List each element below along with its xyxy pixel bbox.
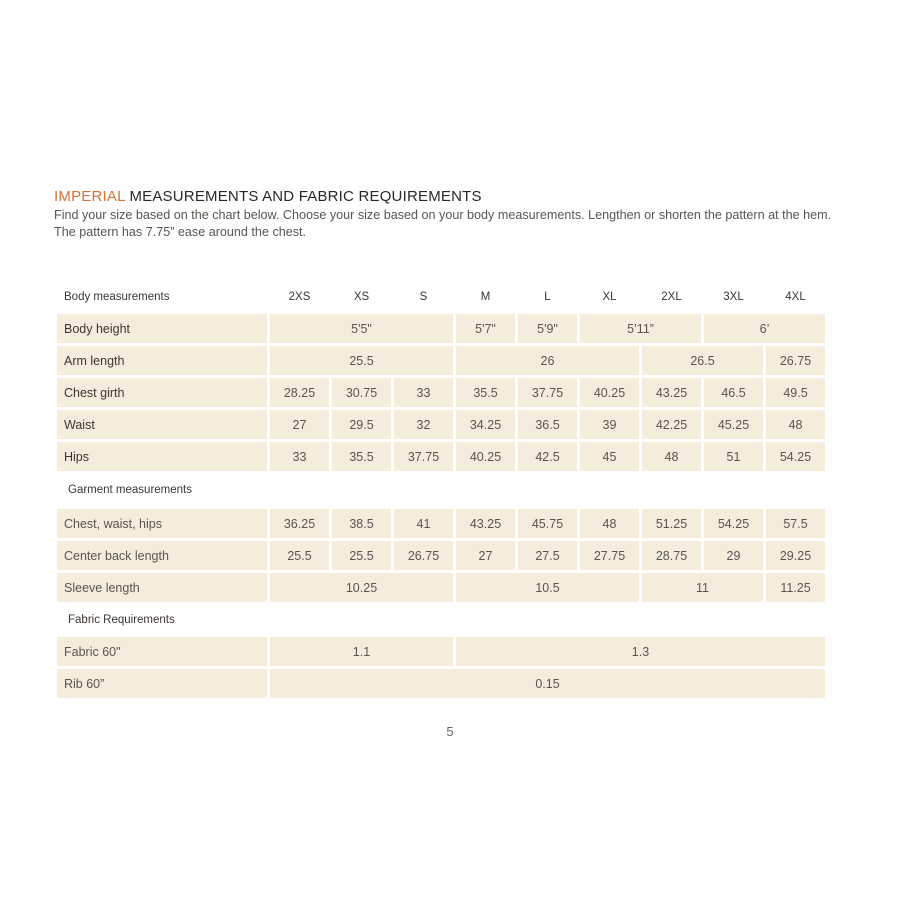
- size-header-row: [57, 282, 825, 311]
- section-heading: [54, 188, 482, 205]
- row-label: Fabric 60": [57, 637, 267, 666]
- table-cell: 57.5: [766, 509, 825, 538]
- table-cell: 28.75: [642, 541, 701, 570]
- row-label: Center back length: [57, 541, 267, 570]
- table-cell: 36.25: [270, 509, 329, 538]
- table-cell: 42.25: [642, 410, 701, 439]
- table-cell: 29: [704, 541, 763, 570]
- chest-waist-hips-row: [57, 509, 825, 538]
- chest-girth-row: [57, 378, 825, 407]
- row-label: Body height: [57, 314, 267, 343]
- row-label: Sleeve length: [57, 573, 267, 602]
- table-cell: 26.75: [766, 346, 825, 375]
- size-header-2xl: 2XL: [661, 290, 682, 303]
- table-cell: 51.25: [642, 509, 701, 538]
- table-cell: 40.25: [580, 378, 639, 407]
- table-cell: 37.75: [518, 378, 577, 407]
- table-cell: 39: [580, 410, 639, 439]
- size-header-l: L: [544, 290, 551, 303]
- table-cell: 49.5: [766, 378, 825, 407]
- table-cell: 27.5: [518, 541, 577, 570]
- table-cell: 6’: [704, 314, 825, 343]
- table-cell: 45.25: [704, 410, 763, 439]
- heading-accent-word: IMPERIAL: [54, 188, 126, 205]
- size-header-s: S: [419, 290, 428, 303]
- table-cell: 0.15: [270, 669, 825, 698]
- table-cell: 11.25: [766, 573, 825, 602]
- size-header-m: M: [480, 290, 491, 303]
- table-cell: 33: [270, 442, 329, 471]
- table-cell: 27.75: [580, 541, 639, 570]
- size-header-2xs: 2XS: [288, 290, 311, 303]
- center-back-length-row: [57, 541, 825, 570]
- table-cell: 38.5: [332, 509, 391, 538]
- table-cell: 29.5: [332, 410, 391, 439]
- page-number: 5: [446, 724, 454, 739]
- table-cell: 40.25: [456, 442, 515, 471]
- table-cell: 37.75: [394, 442, 453, 471]
- row-label: Waist: [57, 410, 267, 439]
- table-cell: 51: [704, 442, 763, 471]
- table-cell: 26.5: [642, 346, 763, 375]
- table-cell: 36.5: [518, 410, 577, 439]
- table-cell: 48: [642, 442, 701, 471]
- table-cell: 46.5: [704, 378, 763, 407]
- table-cell: 30.75: [332, 378, 391, 407]
- table-cell: 1.3: [456, 637, 825, 666]
- table-cell: 35.5: [332, 442, 391, 471]
- table-cell: 11: [642, 573, 763, 602]
- size-header-xs: XS: [353, 290, 370, 303]
- table-cell: 29.25: [766, 541, 825, 570]
- fabric-requirements-heading: Fabric Requirements: [68, 613, 175, 626]
- table-cell: 28.25: [270, 378, 329, 407]
- intro-paragraph: Find your size based on the chart below. Choose your size based on your body measurements. Lengthen or shorten the pattern at the hem. The pattern has 7.75” ease around the chest.: [54, 208, 832, 239]
- size-header-4xl: 4XL: [785, 290, 806, 303]
- table-cell: 5’11”: [580, 314, 701, 343]
- row-label: Hips: [57, 442, 267, 471]
- arm-length-row: [57, 346, 825, 375]
- body-measurements-header: Body measurements: [64, 290, 170, 303]
- table-cell: 45.75: [518, 509, 577, 538]
- table-cell: 25.5: [332, 541, 391, 570]
- table-cell: 42.5: [518, 442, 577, 471]
- table-cell: 26.75: [394, 541, 453, 570]
- table-cell: 35.5: [456, 378, 515, 407]
- waist-row: [57, 410, 825, 439]
- table-cell: 43.25: [642, 378, 701, 407]
- table-cell: 26: [456, 346, 639, 375]
- size-header-3xl: 3XL: [723, 290, 744, 303]
- table-cell: 54.25: [704, 509, 763, 538]
- row-label: Arm length: [57, 346, 267, 375]
- table-cell: 27: [270, 410, 329, 439]
- table-cell: 5'9": [518, 314, 577, 343]
- table-cell: 54.25: [766, 442, 825, 471]
- fabric-section-row: [57, 605, 825, 634]
- table-cell: 45: [580, 442, 639, 471]
- table-cell: 41: [394, 509, 453, 538]
- table-cell: 5'5": [270, 314, 453, 343]
- table-cell: 43.25: [456, 509, 515, 538]
- table-cell: 1.1: [270, 637, 453, 666]
- table-cell: 48: [580, 509, 639, 538]
- size-header-xl: XL: [602, 290, 617, 303]
- rib-60-row: [57, 669, 825, 698]
- table-cell: 33: [394, 378, 453, 407]
- fabric-60-row: [57, 637, 825, 666]
- table-cell: 27: [456, 541, 515, 570]
- table-cell: 32: [394, 410, 453, 439]
- body-height-row: [57, 314, 825, 343]
- row-label: Rib 60”: [57, 669, 267, 698]
- table-cell: 25.5: [270, 346, 453, 375]
- hips-row: [57, 442, 825, 471]
- sleeve-length-row: [57, 573, 825, 602]
- table-cell: 34.25: [456, 410, 515, 439]
- table-cell: 48: [766, 410, 825, 439]
- heading-title: MEASUREMENTS AND FABRIC REQUIREMENTS: [129, 188, 482, 205]
- row-label: Chest, waist, hips: [57, 509, 267, 538]
- table-cell: 5'7": [456, 314, 515, 343]
- table-cell: 10.25: [270, 573, 453, 602]
- size-chart-table: [54, 279, 828, 701]
- table-cell: 10.5: [456, 573, 639, 602]
- garment-section-row: [57, 474, 825, 506]
- garment-measurements-heading: Garment measurements: [68, 484, 192, 496]
- table-cell: 25.5: [270, 541, 329, 570]
- row-label: Chest girth: [57, 378, 267, 407]
